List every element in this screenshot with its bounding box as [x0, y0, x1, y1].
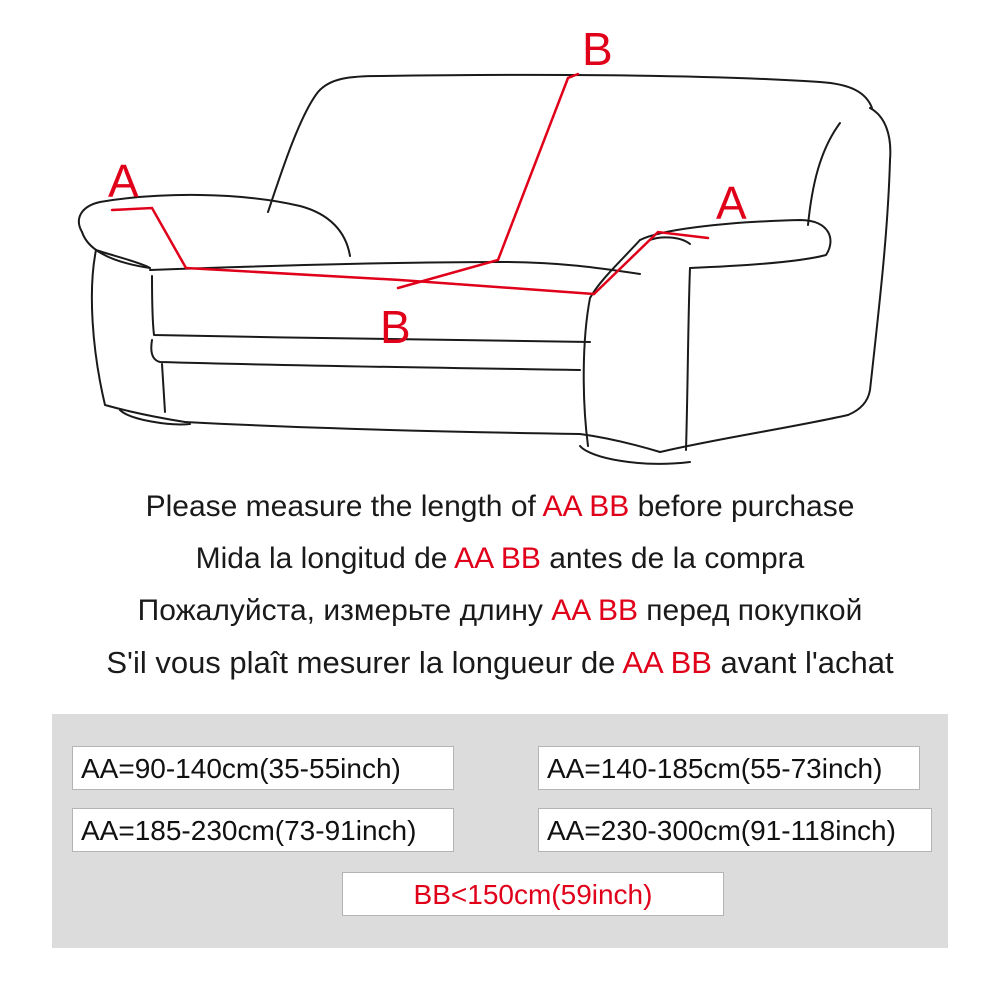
instruction-english: Please measure the length of AA BB before purchase	[145, 490, 855, 523]
size-option-aa-2: AA=140-185cm(55-73inch)	[538, 746, 920, 790]
marker-b-bottom: B	[380, 301, 411, 353]
size-option-aa-3: AA=185-230cm(73-91inch)	[72, 808, 454, 852]
highlight-aa-bb: AA BB	[454, 542, 541, 575]
measure-line-bb	[186, 268, 594, 294]
measure-line-a-right	[594, 232, 708, 294]
instructions	[0, 482, 1000, 690]
size-option-aa-4: AA=230-300cm(91-118inch)	[538, 808, 932, 852]
instruction-french: S'il vous plaît mesurer la longueur de AA BB avant l'achat	[106, 645, 894, 680]
marker-a-right: A	[716, 177, 747, 229]
marker-b-top: B	[582, 23, 613, 75]
sofa-backrest	[268, 75, 872, 212]
instruction-russian: Пожалуйста, измерьте длину AA BB перед покупкой	[137, 594, 863, 627]
sofa-right-arm-back	[848, 108, 890, 415]
measure-line-b	[398, 74, 578, 288]
highlight-aa-bb: AA BB	[542, 490, 630, 523]
size-option-aa-1: AA=90-140cm(35-55inch)	[72, 746, 454, 790]
highlight-aa-bb: AA BB	[622, 645, 712, 680]
sofa-illustration	[0, 0, 1000, 480]
size-chart-panel	[52, 714, 948, 948]
size-option-bb: BB<150cm(59inch)	[342, 872, 724, 916]
marker-a-left: A	[108, 155, 139, 207]
instruction-spanish: Mida la longitud de AA BB antes de la compra	[195, 542, 805, 575]
sofa-seat-cushion	[150, 262, 640, 274]
highlight-aa-bb: AA BB	[551, 594, 638, 627]
